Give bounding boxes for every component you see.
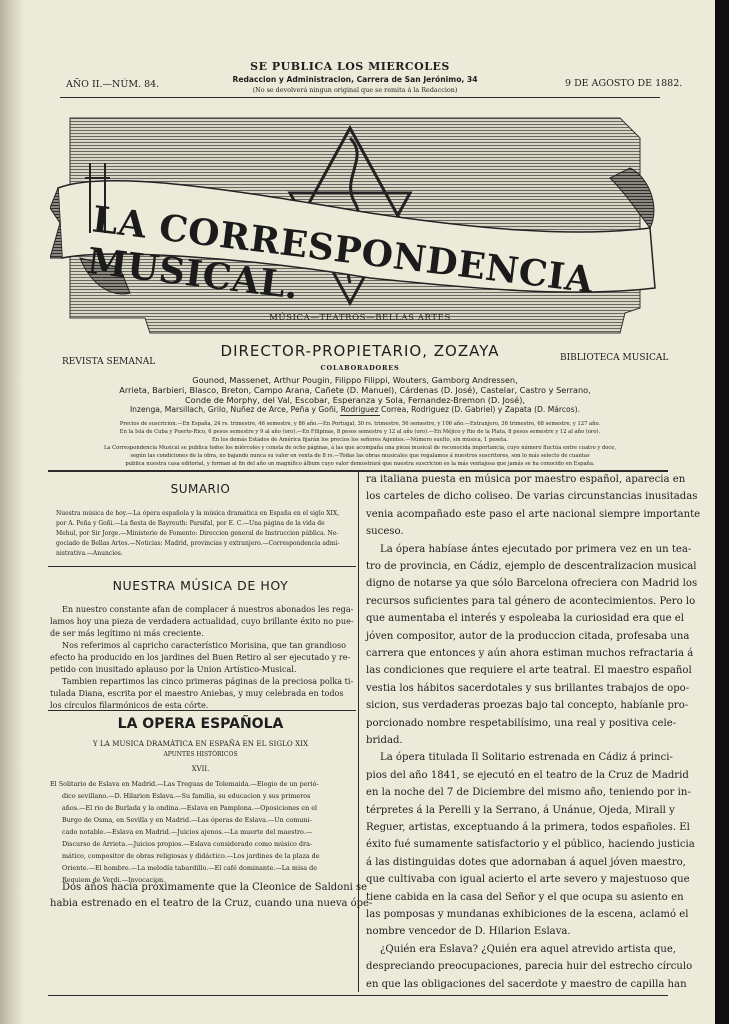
opera-body-right-line: ra italiana puesta en música por maestro español, aparecia en <box>366 474 686 485</box>
collaborators-line: Inzenga, Marsillach, Grilo, Nuñez de Arce, Peña y Goñi, Rodriguez Correa, Rodriguez (D. Gabriel) y Zapata (D. Márcos). <box>129 405 581 414</box>
bottom-rule <box>48 995 668 996</box>
opera-body-right-line: térpretes á la Perelli y la Serrano, á Unánue, Ojeda, Mirall y <box>366 804 675 816</box>
opera-body-right-line: que aumentaba el interés y espoleaba la curiosidad era que el <box>366 613 685 625</box>
opera-body-right-line: suceso. <box>366 526 404 538</box>
opera-body-right-line: jóven compositor, autor de la produccion citada, profesaba una <box>366 630 690 642</box>
publication-schedule: SE PUBLICA LOS MIERCOLES <box>250 60 450 73</box>
opera-body-right-line: que cultivaba con igual acierto el arte severo y majestuoso que <box>366 874 690 886</box>
opera-summary-line: Burgo de Osma, en Sevilla y en Madrid.—Las óperas de Eslava.—Un comuni- <box>62 816 312 824</box>
page-gutter <box>0 0 24 1024</box>
musica-hoy-line: Nos referimos al capricho característico Morisina, que tan grandioso <box>62 640 347 650</box>
prices-line: La Correspondencia Musical se publica todos los miércoles y consta de ocho páginas, á las que acompaña una pieza musical de reconocida importancia, cuyo número fluctúa entre cuatro y doce, <box>103 445 617 451</box>
opera-body-right-line: nombre vencedor de D. Hilarion Eslava. <box>366 926 571 938</box>
sumario-line: nistrativa.—Anuncios. <box>56 550 123 557</box>
header-rule <box>60 97 660 98</box>
opera-summary-line: años.—El rio de Burlada y la ondina.—Eslava en Pamplona.—Oposiciones en el <box>62 804 318 812</box>
prices-line: publica nuestra casa editorial, y forman al fin del año un magnífico álbum cuyo valor demostrará que nuestra suscricion es la más ventajosa que jamás se ha conocido en España. <box>125 461 595 467</box>
musica-hoy-heading: NUESTRA MÚSICA DE HOY <box>112 578 289 593</box>
opera-chapter: XVII. <box>191 765 210 773</box>
opera-body-right-line: ¿Quién era Eslava? ¿Quién era aquel atrevido artista que, <box>380 943 677 955</box>
masthead-banner <box>50 108 662 348</box>
sumario-line: Nuestra música de hoy.—La ópera española y la música dramática en España en el siglo XIX, <box>56 510 340 517</box>
opera-body-left-line: Dos años hacia próximamente que la Cleonice de Saldoni se <box>62 882 368 893</box>
opera-summary-line: El Solitario de Eslava en Madrid.—Las Treguas de Tolemaida.—Elogio de un perió- <box>50 780 319 788</box>
page-edge <box>715 0 729 1024</box>
opera-body-right-line: recursos suficientes para tal género de acontecimientos. Pero lo <box>366 595 696 607</box>
opera-body-right-line: pios del año 1841, se ejecutó en el teatro de la Cruz de Madrid <box>366 769 689 781</box>
opera-body-right-line: Reguer, artistas, exceptuando á la primera, todos españoles. El <box>366 822 690 833</box>
issue-date: 9 DE AGOSTO DE 1882. <box>565 78 683 89</box>
opera-apuntes: APUNTES HISTÓRICOS <box>163 751 238 758</box>
section-divider <box>48 566 356 567</box>
masthead-title: LA CORRESPONDENCIA MUSICAL. <box>84 198 596 308</box>
musica-hoy-line: lamos hoy una pieza de verdadera actualidad, cuyo brillante éxito no pue- <box>50 616 354 626</box>
opera-summary-line: Requiem de Verdi.—Invocacion. <box>62 876 166 884</box>
opera-summary-line: mático, compositor de obras religiosas y didáctico.—Los jardines de la plaza de <box>62 852 320 860</box>
opera-body-right-line: La ópera habíase ántes ejecutado por primera vez en un tea- <box>380 543 692 555</box>
opera-body-right-line: á las distinguidas dotes que adornaban á aquel jóven maestro, <box>366 856 686 868</box>
masthead-subtitle: MÚSICA—TEATROS—BELLAS ARTES <box>269 313 451 323</box>
director-line: DIRECTOR-PROPIETARIO, ZOZAYA <box>220 342 500 360</box>
musica-hoy-line: petido con inusitado aplauso por la Union Artístico-Musical. <box>50 664 297 674</box>
musica-hoy-line: En nuestro constante afan de complacer á nuestros abonados les rega- <box>62 604 354 614</box>
opera-body-right-line: digno de notarse ya que sólo Barcelona ofreciera con Madrid los <box>366 578 698 590</box>
collaborators-line: Conde de Morphy, del Val, Escobar, Esperanza y Sola, Fernandez-Bremon (D. José), <box>184 395 526 405</box>
collaborators-line: Arrieta, Barbieri, Blasco, Breton, Campo Arana, Cañete (D. Manuel), Cárdenas (D. José), Castelar, Castro y Serrano, <box>119 385 591 395</box>
collaborators-divider <box>340 415 380 416</box>
opera-body-right-line: vestia los hábitos sacerdotales y sus brillantes trabajos de opo- <box>366 682 690 694</box>
opera-body-right-line: bridad. <box>366 735 403 746</box>
opera-subheading: Y LA MUSICA DRAMÁTICA EN ESPAÑA EN EL SIGLO XIX <box>92 739 309 748</box>
musica-hoy-line: efecto ha producido en los jardines del Buen Retiro al ser ejecutado y re- <box>50 652 351 662</box>
opera-body-right-line: los carteles de dicho coliseo. De varias circunstancias inusitadas <box>366 491 698 503</box>
musica-hoy-line: de ser más legítimo ni más creciente. <box>50 628 204 638</box>
opera-body-right-line: en la noche del 7 de Diciembre del mismo año, teniendo por in- <box>366 787 691 799</box>
opera-body-right-line: venia acompañado este paso el arte nacional siempre importante <box>366 508 701 520</box>
opera-body-right-line: en que las obligaciones del sacerdote y maestro de capilla han <box>366 978 687 990</box>
collaborators-heading: COLABORADORES <box>320 364 400 372</box>
sumario-line: Mehul, por Sir Jorge.—Ministerio de Fomento: Direccion general de Instruccion pública. Ne- <box>56 530 339 537</box>
opera-body-right-line: La ópera titulada Il Solitario estrenada en Cádiz á princi- <box>380 752 673 764</box>
opera-body-right-line: tro de provincia, en Cádiz, ejemplo de descentralizacion musical <box>366 561 697 572</box>
section-divider <box>48 710 356 711</box>
opera-body-right-line: carrera que entonces y aún ahora estiman muchos refractaria á <box>366 648 694 659</box>
prices-line: En la Isla de Cuba y Puerto-Rico, 6 pesos semestre y 9 al año (oro).—En Filipinas, 8 pesos semestre y 12 al año (oro).—En Méjico y Rio de la Plata, 8 pesos semestre y 12 al año (oro). <box>119 429 601 435</box>
prices-line: según las condiciones de la obra, no bajando nunca su valor en venta de 8 rs.—Todas las obras musicales que regalamos á nuestros suscritores, son lo más selecto de cuantas <box>130 453 590 459</box>
opera-body-right-line: sicion, sus verdaderas proezas bajo tal concepto, habíanle pro- <box>366 700 689 712</box>
editorial-notice: (No se devolverá ningun original que se remita á la Redaccion) <box>252 86 458 94</box>
musica-hoy-line: Tambien repartimos las cinco primeras páginas de la preciosa polka ti- <box>62 676 354 686</box>
opera-body-left-line: habia estrenado en el teatro de la Cruz, cuando una nueva ópe- <box>50 898 373 909</box>
opera-body-right-line: porcionado nombre respetabilísimo, una real y positiva cele- <box>366 717 677 729</box>
editorial-address: Redaccion y Administracion, Carrera de San Jerónimo, 34 <box>232 75 478 84</box>
opera-body-right-line: tiene cabida en la casa del Señor y el que ocupa su asiento en <box>366 891 684 903</box>
issue-number: AÑO II.—NÚM. 84. <box>66 79 160 90</box>
opera-body-right-line: despreciando preocupaciones, parecia huir del estrecho círculo <box>366 961 693 973</box>
musical-library-label: BIBLIOTECA MUSICAL <box>560 353 669 363</box>
sumario-line: por A. Peña y Goñi.—La fiesta de Bayreuth: Parsifal, por E. C.—Una página de la vida de <box>56 520 325 527</box>
prices-line: Precios de suscricion.—En España, 24 rs. trimestre, 46 semestre, y 86 año.—En Portugal, 30 rs. trimestre, 56 semestre, y 106 año.—Extranjero, 36 trimestre, 68 semestre, y 127 año. <box>119 421 601 427</box>
column-rule <box>358 472 359 992</box>
opera-summary-line: Discurso de Arrieta.—Juicios propios.—Eslava considerado como músico dra- <box>62 840 313 848</box>
opera-heading: LA OPERA ESPAÑOLA <box>117 716 284 732</box>
opera-body-right-line: éxito fué sumamente satisfactorio y el público, haciendo justicia <box>366 839 695 851</box>
opera-summary-line: Oriente.—El hombre.—La melodía tabardillo.—El café dominante.—La misa de <box>62 864 317 872</box>
opera-summary-line: dico sevillano.—D. Hilarion Eslava.—Su familia, su educacion y sus primeros <box>62 792 311 800</box>
sumario-heading: SUMARIO <box>170 482 231 496</box>
musica-hoy-line: tulada Diana, escrita por el maestro Aniebas, y muy celebrada en todos <box>50 688 344 698</box>
sumario-line: gociado de Bellas Artes.—Noticias: Madrid, provincias y extranjero.—Correspondencia admi- <box>56 540 340 547</box>
musica-hoy-line: los círculos filarmónicos de esta córte. <box>50 700 209 710</box>
opera-body-right-line: las pomposas y mundanas exhibiciones de la escena, aclamó el <box>366 909 689 920</box>
weekly-review-label: REVISTA SEMANAL <box>62 357 156 367</box>
opera-summary-line: cado notable.—Eslava en Madrid.—Juicios ajenos.—La muerte del maestro.— <box>62 828 313 836</box>
opera-body-right-line: las condiciones que requiere el arte teatral. El maestro español <box>366 665 692 677</box>
collaborators-line: Gounod, Massenet, Arthur Pougin, Filippo Filippi, Wouters, Gamborg Andressen, <box>192 375 518 385</box>
prices-line: En los demás Estados de América fijarán los precios los señores Agentes.—Número suelto, sin música, 1 peseta. <box>212 437 508 443</box>
